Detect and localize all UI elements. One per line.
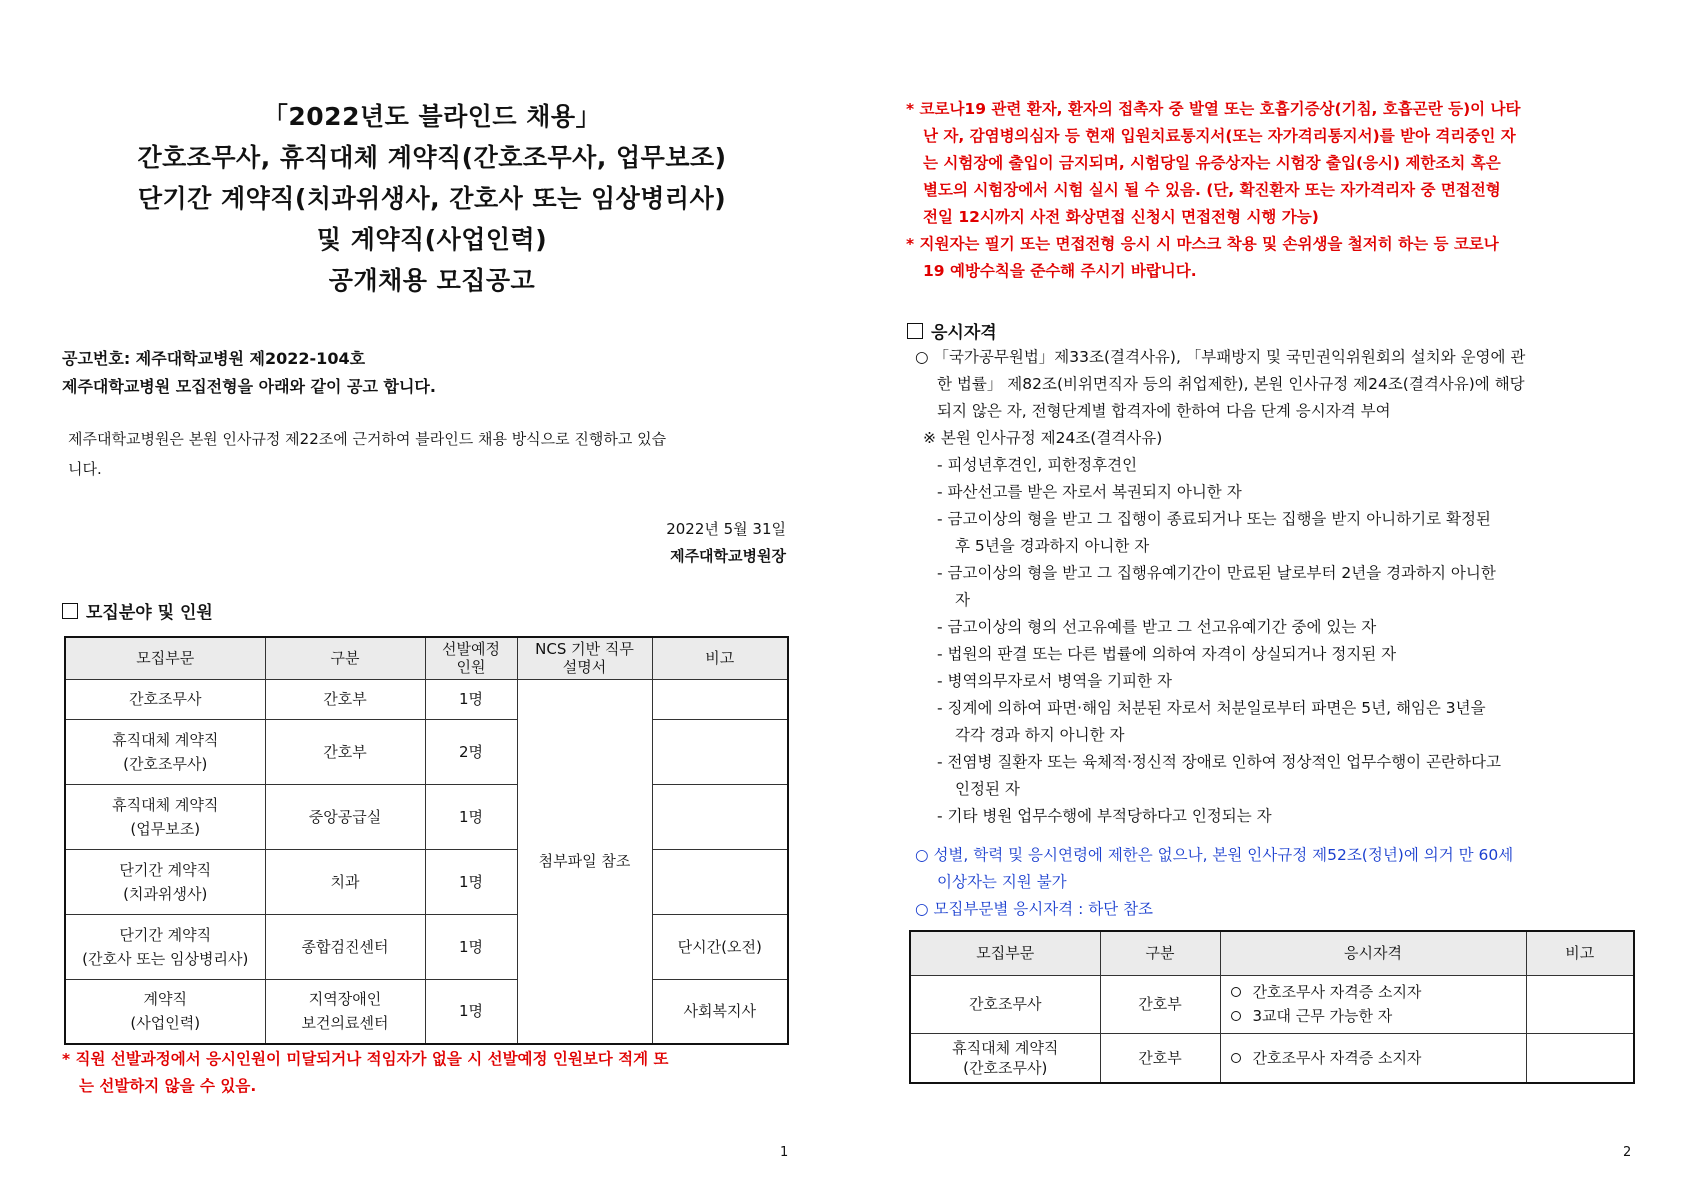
cell-note: 단시간(오전) (652, 914, 788, 979)
category-line: 간호부 (323, 742, 367, 761)
cell-category (265, 979, 425, 1044)
qual-line: - 금고이상의 형의 선고유예를 받고 그 선고유예기간 중에 있는 자 (937, 618, 1377, 636)
dept-line: 휴직대체 계약직 (112, 795, 219, 814)
qual-line: - 금고이상의 형을 받고 그 집행이 종료되거나 또는 집행을 받지 아니하기로 확정된 (937, 510, 1491, 528)
footnote-line: 는 선발하지 않을 수 있음. (79, 1077, 257, 1095)
page-number: 2 (1623, 1145, 1632, 1160)
dept-line: 간호조무사 (969, 995, 1042, 1013)
section-qual-heading (907, 318, 997, 343)
cell-note: 사회복지사 (652, 979, 788, 1044)
qual-line: 자 (955, 591, 970, 609)
qual-item-text: 3교대 근무 가능한 자 (1252, 1007, 1393, 1025)
notice-intro: 제주대학교병원 모집전형을 아래와 같이 공고 합니다. (62, 377, 436, 396)
dept-line: (간호조무사) (963, 1058, 1048, 1077)
qual-item (1225, 980, 1522, 1004)
title-line: 공개채용 모집공고 (328, 266, 536, 295)
notice-number: 공고번호: 제주대학교병원 제2022-104호 (62, 349, 366, 368)
qual-line: - 전염병 질환자 또는 육체적·정신적 장애로 인하여 정상적인 업무수행이 곤란하다고 (937, 753, 1501, 771)
dept-line: (간호사 또는 임상병리사) (82, 949, 249, 968)
circle-bullet-icon (1231, 987, 1241, 997)
header-dept: 모집부문 (910, 931, 1100, 975)
cell-note (652, 849, 788, 914)
dept-line: 휴직대체 계약직 (952, 1038, 1059, 1057)
header-ncs-line: NCS 기반 직무 (535, 640, 634, 659)
qual-line: - 기타 병원 업무수행에 부적당하다고 인정되는 자 (937, 807, 1272, 825)
header-count-line: 인원 (456, 658, 486, 677)
cell-dept (65, 679, 265, 719)
announcement-title (62, 96, 802, 301)
cell-dept (910, 1033, 1100, 1083)
category-line: 치과 (330, 872, 360, 891)
dept-line: 단기간 계약직 (119, 860, 212, 879)
category-line: 간호부 (323, 690, 367, 708)
qual-line: 각각 경과 하지 아니한 자 (955, 726, 1125, 744)
header-qual: 응시자격 (1220, 931, 1526, 975)
qualification-list (915, 344, 1525, 830)
cell-dept (65, 784, 265, 849)
dept-line: (사업인력) (130, 1014, 201, 1033)
qual-line: 한 법률」 제82조(비위면직자 등의 취업제한), 본원 인사규정 제24조(결격사유)에 해당 (937, 375, 1525, 393)
title-line: 및 계약직(사업인력) (316, 225, 548, 254)
qual-line: - 금고이상의 형을 받고 그 집행유예기간이 만료된 날로부터 2년을 경과하지 아니한 (937, 564, 1496, 582)
section-recruit-heading (62, 598, 213, 623)
qual-item-text: 간호조무사 자격증 소지자 (1252, 1048, 1422, 1067)
qual-line: 후 5년을 경과하지 아니한 자 (955, 537, 1150, 555)
qual-line: 인정된 자 (955, 780, 1020, 798)
cell-qual (1220, 975, 1526, 1033)
qual-line: 되지 않은 자, 전형단계별 합격자에 한하여 다음 단계 응시자격 부여 (937, 402, 1391, 420)
cell-dept (65, 719, 265, 784)
age-line: 이상자는 지원 불가 (937, 873, 1067, 891)
cell-category (265, 719, 425, 784)
page-2 (841, 0, 1682, 1190)
category-line: 중앙공급실 (308, 807, 382, 826)
cell-dept (910, 975, 1100, 1033)
covid-line: 별도의 시험장에서 시험 실시 될 수 있음. (단, 확진환자 또는 자가격리자 중 면접전형 (923, 181, 1501, 199)
footnote-line: * 직원 선발과정에서 응시인원이 미달되거나 적임자가 없을 시 선발예정 인원보다 적게 또 (62, 1050, 669, 1068)
dept-line: 휴직대체 계약직 (112, 730, 219, 749)
table-row (910, 975, 1634, 1033)
covid-notice (906, 96, 1521, 285)
cell-category (265, 784, 425, 849)
cell-category: 간호부 (1100, 1033, 1220, 1083)
dept-line: 계약직 (143, 990, 187, 1009)
cell-note (1526, 1033, 1634, 1083)
covid-line: 전일 12시까지 사전 화상면접 신청시 면접전형 시행 가능) (923, 208, 1319, 226)
cell-category: 간호부 (1100, 975, 1220, 1033)
checkbox-square-icon (62, 603, 78, 619)
covid-line: 난 자, 감염병의심자 등 현재 입원치료통지서(또는 자가격리통지서)를 받아 격리중인 자 (923, 127, 1516, 145)
table-row (65, 914, 788, 979)
header-note: 비고 (1526, 931, 1634, 975)
qual-item-text: 간호조무사 자격증 소지자 (1252, 983, 1422, 1001)
category-line: 보건의료센터 (301, 1014, 389, 1033)
qual-line: - 징계에 의하여 파면·해임 처분된 자로서 처분일로부터 파면은 5년, 해임은 3년을 (937, 699, 1486, 717)
header-count-line: 선발예정 (442, 640, 500, 659)
dept-line: 단기간 계약직 (119, 925, 212, 944)
qual-line: ○ 「국가공무원법」제33조(결격사유), 「부패방지 및 국민권익위원회의 설치와 운영에 관 (915, 348, 1526, 366)
dept-line: (업무보조) (130, 819, 201, 838)
title-line: 간호조무사, 휴직대체 계약직(간호조무사, 업무보조) (137, 143, 727, 172)
qual-line: ※ 본원 인사규정 제24조(결격사유) (923, 429, 1163, 447)
header-count (425, 637, 517, 679)
cell-count: 1명 (425, 914, 517, 979)
cell-dept (65, 849, 265, 914)
cell-category (265, 679, 425, 719)
table-header-row (910, 931, 1634, 975)
cell-count: 1명 (425, 784, 517, 849)
qual-item (1225, 1046, 1522, 1070)
table-row (65, 849, 788, 914)
cell-category (265, 849, 425, 914)
table-header-row (65, 637, 788, 679)
header-category: 구분 (265, 637, 425, 679)
cell-qual (1220, 1033, 1526, 1083)
circle-bullet-icon (1231, 1011, 1241, 1021)
title-line: 단기간 계약직(치과위생사, 간호사 또는 임상병리사) (137, 184, 727, 213)
title-line: 「2022년도 블라인드 채용」 (262, 102, 602, 131)
qual-item (1225, 1004, 1522, 1028)
header-ncs-line: 설명서 (562, 658, 607, 677)
cell-category (265, 914, 425, 979)
category-line: 지역장애인 (308, 990, 382, 1009)
age-line: ○ 성별, 학력 및 응시연령에 제한은 없으나, 본원 인사규정 제52조(정년)에 의거 만 60세 (915, 846, 1514, 864)
dept-qual-reference: ○ 모집부문별 응시자격 : 하단 참조 (915, 900, 1154, 918)
cell-count: 1명 (425, 849, 517, 914)
cell-note (652, 784, 788, 849)
covid-line: 는 시험장에 출입이 금지되며, 시험당일 유증상자는 시험장 출입(응시) 제한조치 혹은 (923, 154, 1501, 172)
table-row (65, 979, 788, 1044)
table-row (65, 679, 788, 719)
qual-line: - 병역의무자로서 병역을 기피한 자 (937, 672, 1172, 690)
cell-note (652, 679, 788, 719)
table-row (910, 1033, 1634, 1083)
cell-count: 1명 (425, 679, 517, 719)
recruit-table (64, 636, 789, 1045)
notice-date: 2022년 5월 31일 (666, 520, 786, 538)
category-line: 종합검진센터 (301, 937, 389, 956)
dept-line: (치과위생사) (123, 884, 208, 903)
header-note: 비고 (652, 637, 788, 679)
checkbox-square-icon (907, 323, 923, 339)
cell-count: 1명 (425, 979, 517, 1044)
age-restriction (915, 842, 1513, 923)
page-number: 1 (780, 1145, 789, 1160)
covid-line: * 코로나19 관련 환자, 환자의 접촉자 중 발열 또는 호흡기증상(기침, 호흡곤란 등)이 나타 (906, 100, 1521, 118)
cell-note (1526, 975, 1634, 1033)
blind-note-line: 제주대학교병원은 본원 인사규정 제22조에 근거하여 블라인드 채용 방식으로 진행하고 있습 (68, 430, 667, 448)
covid-line: 19 예방수칙을 준수해 주시기 바랍니다. (923, 262, 1197, 280)
cell-dept (65, 979, 265, 1044)
circle-bullet-icon (1231, 1053, 1241, 1063)
qualification-table (909, 930, 1635, 1084)
cell-dept (65, 914, 265, 979)
dept-line: 간호조무사 (129, 690, 202, 708)
cell-note (652, 719, 788, 784)
header-category: 구분 (1100, 931, 1220, 975)
section-title: 모집분야 및 인원 (86, 603, 213, 623)
qual-line: - 파산선고를 받은 자로서 복권되지 아니한 자 (937, 483, 1242, 501)
header-dept: 모집부문 (65, 637, 265, 679)
qual-line: - 피성년후견인, 피한정후견인 (937, 456, 1138, 474)
notice-signer: 제주대학교병원장 (670, 547, 786, 565)
blind-note-line: 니다. (68, 460, 102, 478)
table-row (65, 719, 788, 784)
section-title: 응시자격 (931, 323, 997, 343)
table-row (65, 784, 788, 849)
covid-line: * 지원자는 필기 또는 면접전형 응시 시 마스크 착용 및 손위생을 철저히 하는 등 코로나 (906, 235, 1499, 253)
cell-ncs-merged: 첨부파일 참조 (517, 679, 652, 1044)
qual-line: - 법원의 판결 또는 다른 법률에 의하여 자격이 상실되거나 정지된 자 (937, 645, 1397, 663)
cell-count: 2명 (425, 719, 517, 784)
header-ncs (517, 637, 652, 679)
dept-line: (간호조무사) (123, 754, 208, 773)
